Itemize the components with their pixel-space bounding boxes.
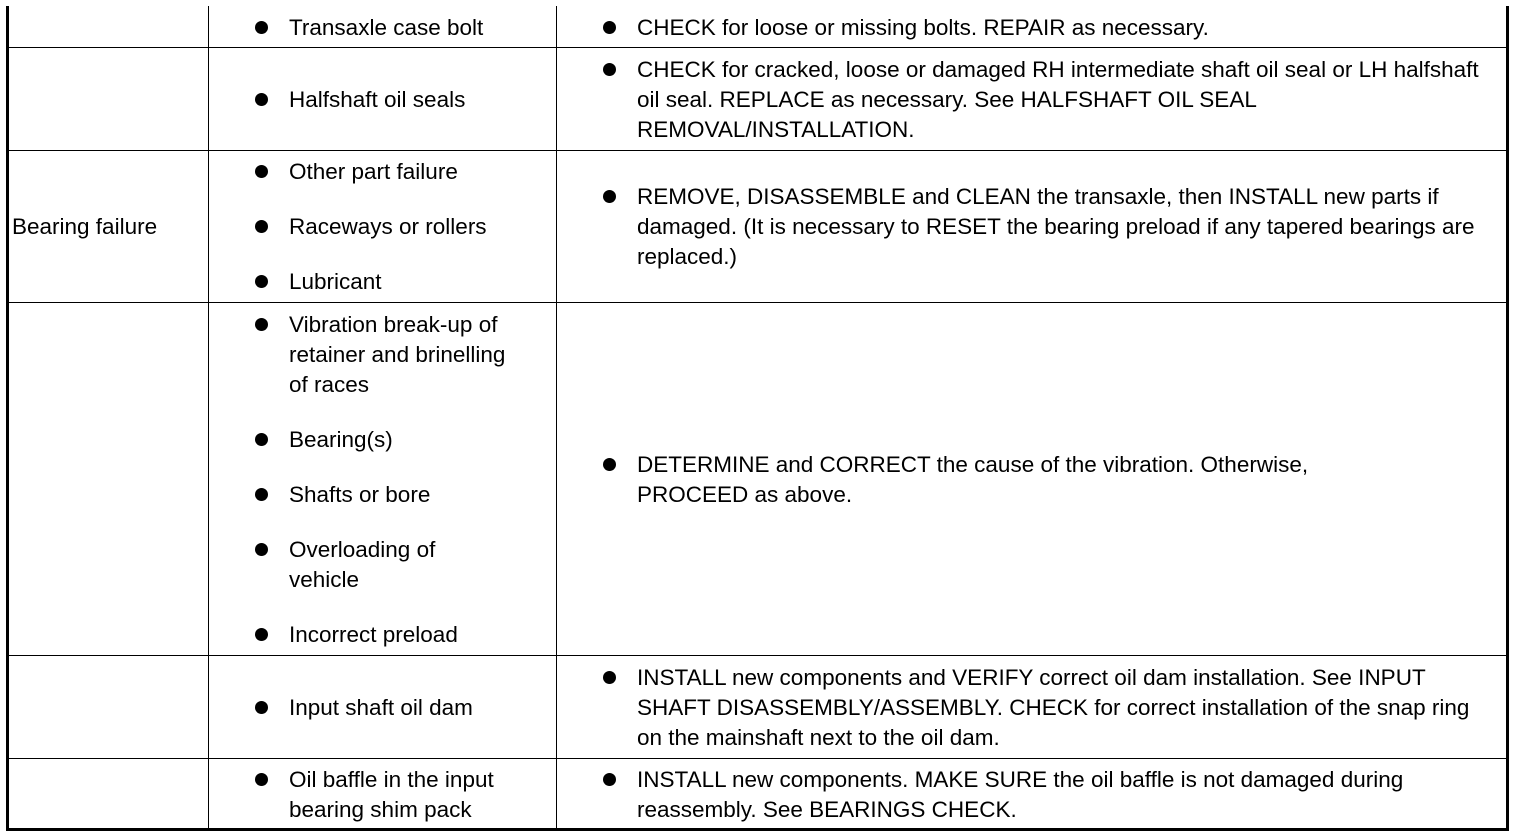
action-text: INSTALL new components and VERIFY correct oil dam installation. See INPUT SHAFT DISASSEMBLY/ASSEMBLY. CHECK for correct installation of the snap ring on the mainshaft next to the oil dam. (637, 664, 1470, 750)
bullet-icon (255, 220, 268, 233)
bullet-icon (255, 21, 268, 34)
bullet-icon (255, 628, 268, 641)
table-row (255, 310, 535, 650)
bullet-icon (255, 318, 268, 331)
action-text: REMOVE, DISASSEMBLE and CLEAN the transaxle, then INSTALL new parts if damaged. (It is necessary to RESET the bearing preload if any tapered bearings are replaced.) (637, 184, 1475, 269)
row-divider (6, 302, 1509, 303)
cause-item (255, 212, 540, 242)
cause-item (255, 620, 535, 650)
table-row (255, 760, 540, 830)
cause-text: Input shaft oil dam (289, 694, 473, 720)
cause-item (255, 85, 540, 115)
bullet-icon (603, 458, 616, 471)
bullet-icon (603, 773, 616, 786)
table-row (255, 49, 540, 150)
action-text: INSTALL new components. MAKE SURE the oil baffle is not damaged during reassembly. See BEARINGS CHECK. (637, 767, 1404, 822)
cause-text: Lubricant (289, 269, 382, 294)
action-item (603, 663, 1493, 753)
action-item (603, 765, 1433, 825)
column-divider (556, 6, 557, 831)
cause-item (255, 535, 535, 595)
action-item (603, 13, 1493, 43)
cause-item (255, 267, 540, 297)
cause-item (255, 425, 535, 455)
row-divider (6, 758, 1509, 759)
condition-text: Bearing failure (12, 214, 158, 239)
cause-item (255, 13, 540, 43)
action-cell (603, 10, 1493, 46)
cause-text: Incorrect preload (289, 622, 458, 647)
bullet-icon (255, 165, 268, 178)
cause-item (255, 693, 540, 723)
action-cell (603, 760, 1433, 830)
cause-text: Bearing(s) (289, 427, 393, 452)
bullet-icon (255, 433, 268, 446)
cause-item (255, 480, 535, 510)
bullet-icon (255, 93, 268, 106)
action-item (603, 450, 1403, 510)
action-cell (603, 49, 1493, 150)
bullet-icon (255, 488, 268, 501)
row-divider (6, 655, 1509, 656)
action-text: DETERMINE and CORRECT the cause of the vibration. Otherwise, PROCEED as above. (637, 451, 1309, 507)
table-row (255, 152, 540, 302)
cause-text: Shafts or bore (289, 482, 431, 507)
cause-text: Overloading of vehicle (289, 537, 436, 592)
bullet-icon (255, 275, 268, 288)
action-cell (603, 152, 1493, 302)
cause-text: Other part failure (289, 159, 458, 184)
cause-text: Oil baffle in the input bearing shim pack (289, 767, 494, 822)
action-item (603, 55, 1493, 145)
bullet-icon (603, 671, 616, 684)
action-text: CHECK for loose or missing bolts. REPAIR as necessary. (637, 15, 1209, 40)
bullet-icon (255, 773, 268, 786)
cause-text: Halfshaft oil seals (289, 86, 466, 112)
action-text: CHECK for cracked, loose or damaged RH intermediate shaft oil seal or LH halfshaft oil seal. REPLACE as necessary. See HALFSHAFT OIL SEAL REMOVAL/INSTALLATION. (637, 56, 1479, 142)
column-divider (208, 6, 209, 831)
cause-item (255, 310, 535, 400)
row-divider (6, 47, 1509, 48)
bullet-icon (603, 21, 616, 34)
cause-text: Vibration break-up of retainer and brinelling of races (289, 312, 506, 397)
action-cell (603, 304, 1403, 655)
bullet-icon (255, 701, 268, 714)
bullet-icon (603, 190, 616, 203)
bullet-icon (255, 543, 268, 556)
row-divider (6, 150, 1509, 151)
action-cell (603, 657, 1493, 758)
action-item (603, 182, 1493, 272)
cause-text: Transaxle case bolt (289, 15, 484, 40)
cause-item (255, 765, 540, 825)
cause-text: Raceways or rollers (289, 214, 487, 239)
bullet-icon (603, 63, 616, 76)
table-row (255, 657, 540, 758)
condition-cell (12, 152, 202, 302)
table-row (255, 10, 540, 46)
cause-item (255, 157, 540, 187)
